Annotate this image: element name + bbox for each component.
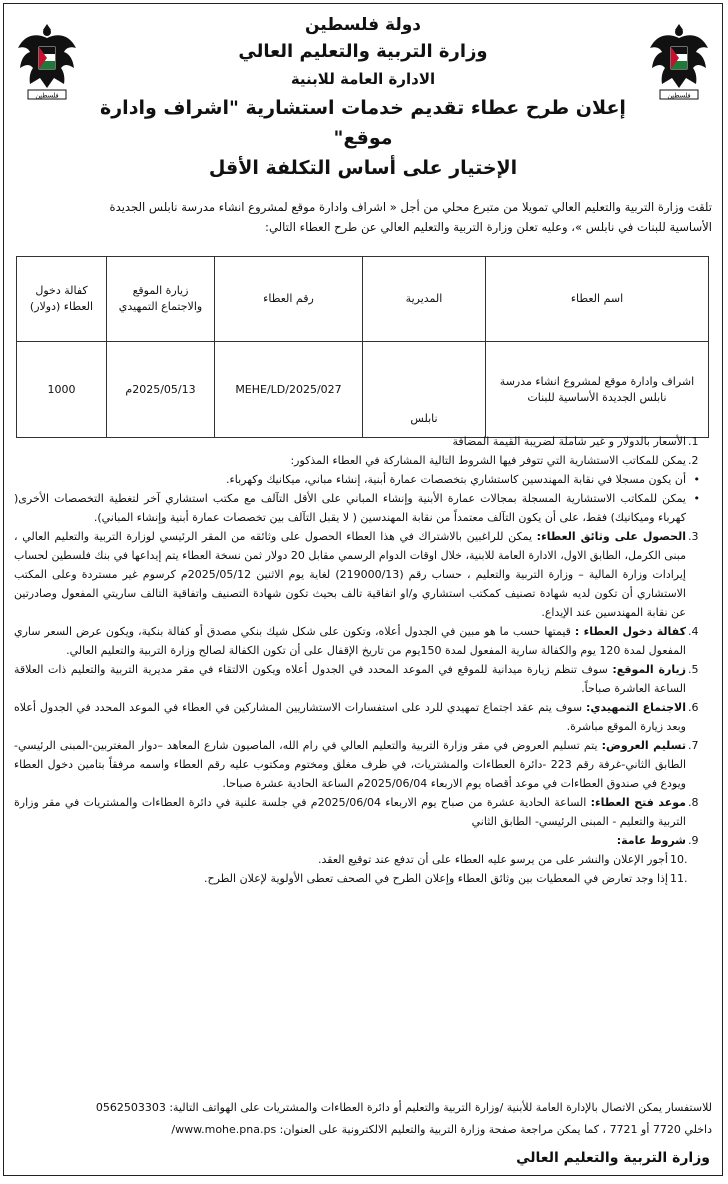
item-number: 5. — [688, 663, 699, 676]
item-label: الحصول على وثائق العطاء: — [536, 530, 686, 543]
item-label: شروط عامة: — [616, 834, 686, 847]
item-text: سوف يتم عقد اجتماع تمهيدي للرد على استفسارات الاستشاريين المشاركين في العطاء في الموعد المحدد في الجدول أعلاه وبعد زيارة الموقع مباشرة. — [14, 701, 686, 733]
item-number: 1. — [688, 435, 699, 448]
ministry-name: وزارة التربية والتعليم العالي — [238, 41, 488, 62]
intro-line: تلقت وزارة التربية والتعليم العالي تمويلا من متبرع محلي من أجل « اشراف وادارة موقع لمشروع انشاء مدرسة نابلس الجديدة — [109, 200, 712, 214]
header — [94, 12, 632, 183]
emblem-caption: فلسطين — [35, 91, 59, 100]
table-header-cell: كفالة دخول العطاء (دولار) — [17, 257, 107, 342]
sub-item — [14, 850, 712, 869]
table-header-row — [17, 257, 709, 342]
footer-ministry-name: وزارة التربية والتعليم العالي — [516, 1150, 710, 1166]
list-item — [14, 527, 712, 622]
intro-line: الأساسية للبنات في نابلس »، وعليه تعلن وزارة التربية والتعليم العالي عن طرح العطاء التالي: — [265, 220, 712, 234]
announcement-subtitle: الإختيار على أساس التكلفة الأقل — [208, 157, 518, 179]
item-number: 6. — [688, 701, 699, 714]
list-item — [14, 793, 712, 831]
announcement-title: إعلان طرح عطاء تقديم خدمات استشارية "اشراف وادارة موقع" — [100, 97, 626, 149]
item-text: الساعة الحادية عشرة من صباح يوم الاربعاء 2025/06/04م في جلسة علنية في دائرة العطاءات والمشتريات في مقر وزارة التربية والتعليم - المبنى الرئيسي- الطابق الثاني — [14, 796, 686, 828]
table-header-cell: زيارة الموقع والاجتماع التمهيدي — [107, 257, 215, 342]
bullet-item: • يمكن للمكاتب الاستشارية المسجلة بمجالات عمارة الأبنية وإنشاء المباني على الأقل التآلف مع مكتب استشاري آخر لتغطية التخصصات الأخرى( كهرباء وميكانيك) فقط، على أن يكون التآلف معتمداً من نقابة المهندسين ( لا يقبل التآلف بين تخصصات عمارة أبنية وإنشاء المباني). — [14, 489, 712, 527]
sub-item — [14, 869, 712, 888]
item-number: 8. — [688, 796, 699, 809]
item-number: 7. — [688, 739, 699, 752]
item-label: موعد فتح العطاء: — [590, 796, 686, 809]
tender-table — [16, 256, 709, 438]
list-item — [14, 660, 712, 698]
contact-line: داخلي 7720 أو 7721 ، كما يمكن مراجعة صفحة وزارة التربية والتعليم الالكترونية على العنوان: www.mohe.pna.ps/ — [171, 1123, 712, 1136]
department-name: الادارة العامة للابنية — [290, 70, 436, 88]
intro-paragraph — [12, 197, 712, 237]
item-label: تسليم العروض: — [601, 739, 686, 752]
table-cell: MEHE/LD/2025/027 — [215, 342, 363, 438]
table-cell: اشراف وادارة موقع لمشروع انشاء مدرسة نابلس الجديدة الأساسية للبنات — [486, 342, 709, 438]
table-cell: 1000 — [17, 342, 107, 438]
table-header-cell: المديرية — [363, 257, 486, 342]
state-name: دولة فلسطين — [304, 15, 422, 35]
announcement-page — [3, 3, 723, 1176]
palestine-eagle-emblem-right — [648, 18, 710, 108]
bullet-item: • أن يكون مسجلا في نقابة المهندسين كاستشاري بتخصصات عمارة أبنية، إنشاء مباني، ميكانيك وكهرباء. — [14, 470, 712, 489]
table-header-cell: اسم العطاء — [486, 257, 709, 342]
list-item — [14, 736, 712, 793]
table-cell: نابلس — [363, 342, 486, 438]
item-text: يمكن للمكاتب الاستشارية التي تتوفر فيها الشروط التالية المشاركة في العطاء المذكور: — [290, 454, 686, 467]
item-text: الأسعار بالدولار و غير شاملة لضريبة القيمة المضافة — [452, 435, 686, 448]
list-item — [14, 432, 712, 451]
item-number: 4. — [688, 625, 699, 638]
item-number: .11 — [670, 872, 688, 885]
item-text: يتم تسليم العروض في مقر وزارة التربية والتعليم العالي في رام الله، الماصيون شارع المعاهد –دوار المغتربين-المبنى الرئيسي- الطابق الثاني-غرفة رقم 223 -دائرة العطاءات والمشتريات، في ظرف مغلق ومختوم ومكتوب عليه رقم العطاء واسمه مرفقاً بتامين دخول العطاء ويودع في صندوق العطاءات في موعد أقصاه يوم الاربعاء 2025/06/04م الساعة الحادية عشرة صباحا. — [14, 739, 687, 790]
item-text: يمكن للراغبين بالاشتراك في هذا العطاء الحصول على وثائقه من المقر الرئيسي لوزارة التربية والتعليم العالي ، مبنى الكرمل، الطابق الاول، الادارة العامة للابنية، خلال اوقات الدوام الرسمي مقابل 20 دولار ثمن نسخة العطاء يتم إيداعها في بنك فلسطين لحساب إيرادات وزارة المالية – وزارة التربية والتعليم ، حساب رقم (219000/13) لغاية يوم الاثنين 2025/05/12م كرسوم غير مستردة وعلى المكتب الاستشاري أن تكون لديه شهادة تصنيف كمكتب استشاري و/او اتفاقية تالف بحيث تكون شهادة التصنيف واتفاقية التالف ساريتي المفعول وصادرتين عن نقابة المهندسين عند الإيداع. — [14, 530, 686, 619]
palestine-eagle-emblem-left — [16, 18, 78, 108]
item-text: سوف تنظم زيارة ميدانية للموقع في الموعد المحدد في الجدول أعلاه ويكون الالتقاء في مقر مديرية التربية والتعليم ذات العلاقة الساعة العاشرة صباحاً. — [14, 663, 686, 695]
item-label: زيارة الموقع: — [612, 663, 686, 676]
item-text: إذا وجد تعارض في المعطيات بين وثائق العطاء وإعلان الطرح في الصحف تعطى الأولوية لإعلان الطرح. — [203, 872, 668, 885]
list-item — [14, 698, 712, 736]
table-row — [17, 342, 709, 438]
table-header-cell: رقم العطاء — [215, 257, 363, 342]
emblem-caption: فلسطين — [667, 91, 691, 100]
item-label: الاجتماع التمهيدي: — [586, 701, 686, 714]
contact-info — [14, 1097, 712, 1141]
item-label: كفالة دخول العطاء : — [574, 625, 686, 638]
table-cell: 2025/05/13م — [107, 342, 215, 438]
list-item — [14, 622, 712, 660]
item-text: أجور الإعلان والنشر على من يرسو عليه العطاء على أن تدفع عند توقيع العقد. — [318, 853, 668, 866]
item-number: 2. — [688, 454, 699, 467]
list-item — [14, 831, 712, 850]
item-number: 9. — [688, 834, 699, 847]
list-item — [14, 451, 712, 470]
item-number: .10 — [670, 853, 688, 866]
item-number: 3. — [688, 530, 699, 543]
conditions-list — [14, 432, 712, 888]
item-text: قيمتها حسب ما هو مبين في الجدول أعلاه، وتكون على شكل شيك بنكي مصدق أو كفالة بنكية، ويكون عرض السعر ساري المفعول لمدة 120 يوم والكفالة سارية المفعول لمدة 150يوم من تاريخ الإقفال على أن تكون الكفالة لصالح وزارة التربية والتعليم العالي. — [14, 625, 686, 657]
contact-line: للاستفسار يمكن الاتصال بالإدارة العامة للأبنية /وزارة التربية والتعليم أو دائرة العطاءات والمشتريات على الهواتف التالية: 0562503303 — [95, 1101, 712, 1114]
